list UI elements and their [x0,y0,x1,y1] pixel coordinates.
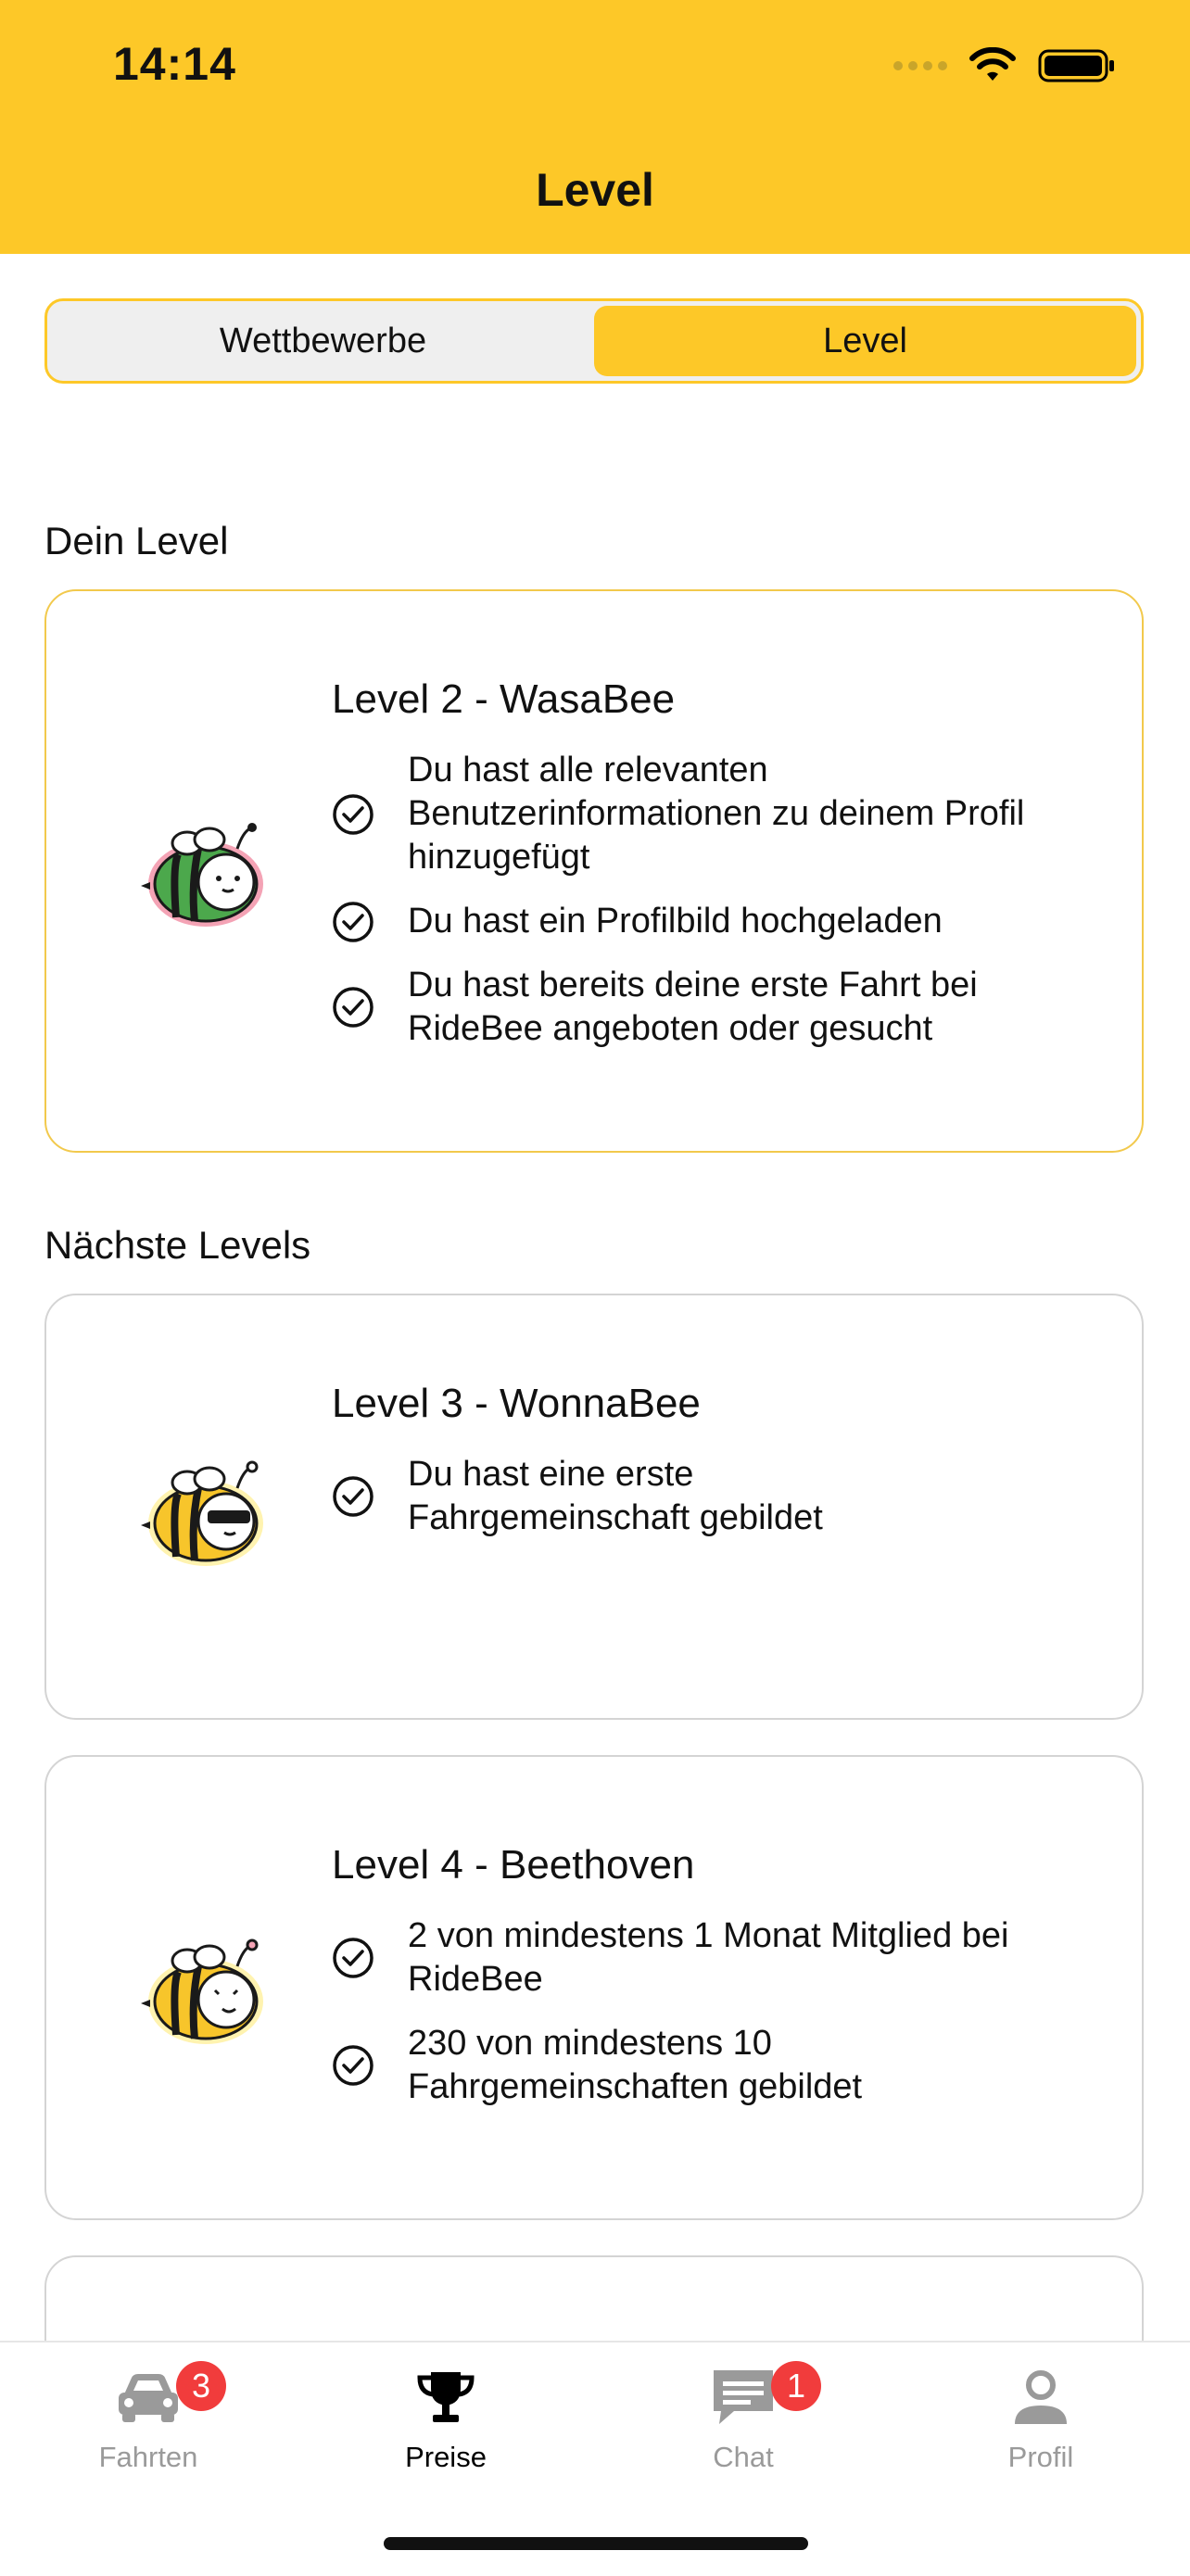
header [0,0,1190,254]
signal-icon [893,61,947,70]
beethoven-bee-icon [133,1929,272,2050]
notification-badge: 1 [771,2361,821,2411]
check-circle-icon [332,1475,374,1518]
level-title: Level 4 - Beethoven [332,1842,695,1888]
level-card [44,1294,1144,1720]
tab-label: Profil [1007,2441,1074,2473]
requirement-item [332,900,1068,943]
requirement-text: Du hast alle relevanten Benutzerinformationen zu deinem Profil hinzugefügt [408,751,1025,877]
section-title-current: Dein Level [44,519,229,562]
requirement-text: Du hast bereits deine erste Fahrt bei RideBee angeboten oder gesucht [408,966,978,1048]
tab-label: Preise [405,2441,487,2473]
tab-level[interactable]: Level [594,306,1136,376]
tab-profil[interactable] [948,2361,1133,2474]
status-time: 14:14 [113,38,236,90]
requirement-item [332,749,1068,879]
check-circle-icon [332,793,374,836]
tab-chat[interactable] [651,2361,836,2474]
tab-label: Fahrten [98,2441,198,2473]
chat-icon [706,2361,780,2435]
requirement-item [332,1914,1068,2001]
check-circle-icon [332,986,374,1029]
tab-label: Chat [713,2441,774,2473]
check-circle-icon [332,2044,374,2087]
wasabee-bee-icon [133,812,272,932]
requirement-item [332,964,1068,1051]
level-title: Level 3 - WonnaBee [332,1381,701,1426]
person-icon [1004,2361,1078,2435]
notification-badge: 3 [176,2361,226,2411]
requirement-text: 2 von mindestens 1 Monat Mitglied bei RideBee [408,1916,1009,1999]
requirement-text: Du hast ein Profilbild hochgeladen [408,902,943,941]
level-title: Level 2 - WasaBee [332,676,676,722]
tab-wettbewerbe[interactable]: Wettbewerbe [219,321,427,360]
tab-fahrten[interactable] [56,2361,241,2474]
segmented-control [44,298,1144,384]
level-card [44,1755,1144,2220]
car-icon [111,2361,185,2435]
wonnabee-bee-icon [133,1451,272,1572]
battery-icon [1038,47,1116,84]
requirement-text: Du hast eine erste Fahrgemeinschaft gebildet [408,1455,823,1537]
wifi-icon [968,47,1018,84]
home-indicator [384,2537,808,2550]
check-circle-icon [332,1937,374,1979]
requirement-item [332,1453,1068,1540]
level-content [332,1842,1068,2129]
section-title-next: Nächste Levels [44,1223,311,1267]
check-circle-icon [332,901,374,943]
page-title: Level [536,164,654,216]
current-level-content [332,676,1068,1071]
level-content [332,1381,1068,1560]
current-level-card [44,589,1144,1153]
trophy-icon [409,2361,483,2435]
tab-preise[interactable] [353,2361,538,2474]
status-icons [893,44,1116,87]
requirement-item [332,2022,1068,2109]
requirement-text: 230 von mindestens 10 Fahrgemeinschaften gebildet [408,2024,863,2106]
